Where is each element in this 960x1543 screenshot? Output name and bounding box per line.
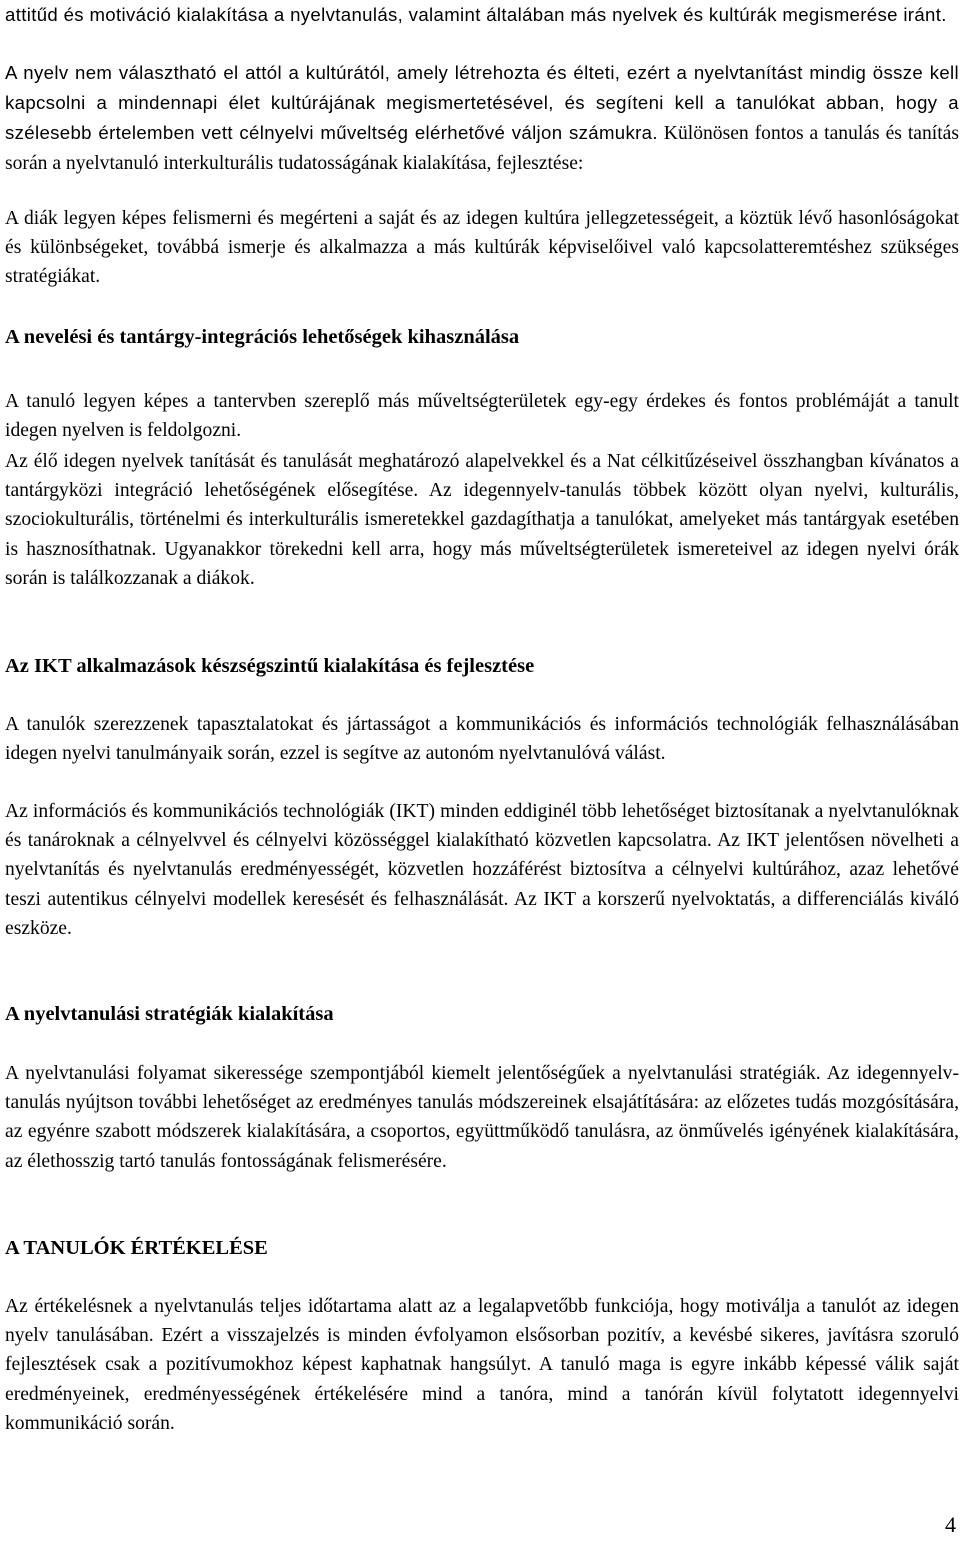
paragraph-student-ability: A diák legyen képes felismerni és megérteni a saját és az idegen kultúra jellegzetességeit, a köztük lévő hasonlóságokat és különbségeket, továbbá ismerje és alkalmazza a más kultúrák képviselőivel való kapcsolatteremtéshez szükséges stratégiákat. bbox=[5, 208, 959, 288]
paragraph-integration-1: A tanuló legyen képes a tantervben szereplő más műveltségterületek egy-egy érdekes és fontos problémáját a tanult idegen nyelven is feldolgozni. bbox=[5, 391, 959, 442]
heading-assessment: A TANULÓK ÉRTÉKELÉSE bbox=[5, 1237, 268, 1259]
heading-ikt: Az IKT alkalmazások készségszintű kialakítása és fejlesztése bbox=[5, 655, 535, 677]
paragraph-culture-serif-text: Különösen fontos a tanulás és tanítás során a nyelvtanuló interkulturális tudatosságának kialakítása, fejlesztése: bbox=[5, 123, 959, 174]
paragraph-ikt-2: Az információs és kommunikációs technológiák (IKT) minden eddiginél több lehetőséget biztosítanak a nyelvtanulóknak és tanároknak a célnyelvvel és célnyelvi közösséggel kialakítható közvetlen kapcsolatra. Az IKT jelentősen növelheti a nyelvtanítás és nyelvtanulás eredményességét, közvetlen hozzáférést biztosítva a célnyelvi kultúrához, azaz lehetővé teszi autentikus célnyelvi modellek keresését és felhasználását. Az IKT a korszerű nyelvoktatás, a differenciálás kiváló eszköze. bbox=[5, 801, 959, 939]
paragraph-ikt-1: A tanulók szerezzenek tapasztalatokat és jártasságot a kommunikációs és információs technológiák felhasználásában idegen nyelvi tanulmányaik során, ezzel is segítve az autonóm nyelvtanulóvá válást. bbox=[5, 714, 959, 765]
paragraph-assessment: Az értékelésnek a nyelvtanulás teljes időtartama alatt az a legalapvetőbb funkciója, hogy motiválja a tanulót az idegen nyelv tanulásában. Ezért a visszajelzés is minden évfolyamon elsősorban pozitív, a kevésbé sikeres, javításra szoruló fejlesztések csak a pozitívumokhoz képest kaphatnak hangsúlyt. A tanuló maga is egyre inkább képessé válik saját eredményeinek, eredményességének értékelésére mind a tanóra, mind a tanórán kívül folytatott idegennyelvi kommunikáció során. bbox=[5, 1296, 959, 1434]
paragraph-intro-continuation: attitűd és motiváció kialakítása a nyelvtanulás, valamint általában más nyelvek és kultúrák megismerése iránt. bbox=[5, 4, 947, 25]
paragraph-culture bbox=[5, 58, 959, 178]
heading-strategies: A nyelvtanulási stratégiák kialakítása bbox=[5, 1003, 334, 1025]
heading-integration: A nevelési és tantárgy-integrációs lehetőségek kihasználása bbox=[5, 326, 520, 348]
paragraph-culture-sans-text: A nyelv nem választható el attól a kultúrától, amely létrehozta és élteti, ezért a nyelvtanítást mindig össze kell kapcsolni a mindennapi élet kultúrájának megismertetésével, és segíteni kell a tanulókat abban, hogy a szélesebb értelemben vett célnyelvi műveltség elérhetővé váljon számukra. bbox=[5, 62, 959, 144]
page-number: 4 bbox=[945, 1512, 956, 1537]
paragraph-integration-2: Az élő idegen nyelvek tanítását és tanulását meghatározó alapelvekkel és a Nat célkitűzéseivel összhangban kívánatos a tantárgyközi integráció lehetőségének elősegítése. Az idegennyelv-tanulás többek között olyan nyelvi, kulturális, szociokulturális, történelmi és interkulturális ismeretekkel gazdagíthatja a tanulókat, amelyeket más tantárgyak esetében is hasznosíthatnak. Ugyanakkor törekedni kell arra, hogy más műveltségterületek ismereteivel az idegen nyelvi órák során is találkozzanak a diákok. bbox=[5, 451, 959, 589]
paragraph-strategies: A nyelvtanulási folyamat sikeressége szempontjából kiemelt jelentőségűek a nyelvtanulási stratégiák. Az idegennyelv-tanulás nyújtson további lehetőséget az eredményes tanulás módszereinek elsajátítására: az előzetes tudás mozgósítására, az egyénre szabott módszerek kialakítására, a csoportos, együttműködő tanulásra, az önművelés igényének kialakítására, az élethosszig tartó tanulás fontosságának felismerésére. bbox=[5, 1063, 959, 1172]
